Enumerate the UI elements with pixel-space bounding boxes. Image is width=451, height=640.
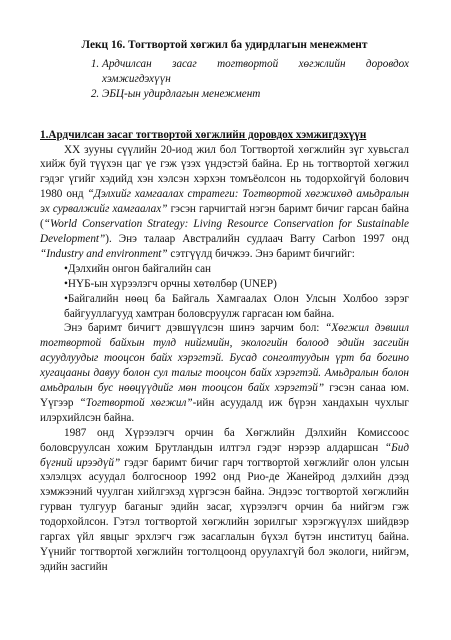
list-item: •Байгалийн нөөц ба Байгаль Хамгаалах Олон Улсын Холбоо зэрэг байгууллагууд хамтран боловсруулж гаргасан юм байна. [64,292,409,320]
list-item: •НҮБ-ын хүрээлэгч орчны хөтөлбөр (UNEP) [64,277,277,290]
paragraph-3: 1987 онд Хүрээлэгч орчин ба Хөгжлийн Дэлхийн Комиссоос боловсруулсан хожим Брутландын илтгэл гэдэг нэрээр алдаршсан “Бид бүгний ирээдүй” гэдэг баримт бичиг гарч тогтвортой хөгжлийг олон улсын хэлэлцэх асуудал болгосноор 1992 онд Рио-де Жанейрод дэлхийн дээд хэмжээний чуулган хийлгэхэд хүргэсэн байна. Эндээс тогтвортой хөгжлийн гурван тулгуур баганыг эдийн засаг, хүрээлэгч орчин ба нийгэм гэж тодорхойлсон. Гэтэл тогтвортой хөгжлийн зорилгыг хэрэгжүүлэх шийдвэр гаргах үйл явцыг эрхлэгч гэж засаглалын бүхэл бүтэн институц байна. Үүнийг тогтвортой хөгжлийн тогтолцоонд оруулахгүй бол экологи, нийгэм, эдийн засгийн [40,426,409,573]
lecture-title: Лекц 16. Тогтвортой хөгжил ба удирдлагын менежмент [81,39,368,51]
table-of-contents [40,57,409,102]
bullet-list [40,262,409,322]
list-item: •Дэлхийн онгон байгалийн сан [64,262,212,275]
section-heading: 1.Ардчилсан засаг тогтвортой хөгжлийн доровдох хэмжигдэхүүн [40,128,367,141]
toc-item: 1. Ардчилсан засаг тогтвортой хөгжлийн доровдох хэмжигдэхүүн [102,57,409,87]
paragraph-2: Энэ баримт бичигт дэвшүүлсэн шинэ зарчим бол: “Хөгжил дэвшил тогтвортой байхын тулд нийгмийн, экологийн болоод эдийн засгийн асуудлуудыг тооцсон байх хэрэгтэй. Бусад сонголтуудын үрт ба богино хугацааны давуу болон сул талыг тооцсон байх хэрэгтэй. Амьдралын болон амьдралын бус нөөцүүдийг мөн тооцсон байх хэрэгтэй” гэсэн санаа юм. Үүгээр “Тогтвортой хөгжил”-ийн асуудалд иж бүрэн хандахын чухлыг илэрхийлсэн байна. [40,322,409,424]
toc-item: 2. ЭБЦ-ын удирдлагын менежмент [102,87,409,102]
paragraph-1: XX зууны сүүлийн 20-иод жил бол Тогтвортой хөгжлийн зүг хувьсгал хийж буй түүхэн цаг үе гэж үзэх үндэстэй байна. Ер нь тогтвортой хөгжил гэдэг үгийг хэдийд хэн хэлсэн хэрхэн томъёолсон нь тодорхойгүй болович 1980 онд “Дэлхийг хамгаалах стратеги: Тогтвортой хөгжихөд амьдралын эх сурвалжийг хамгаалах” гэсэн гарчигтай нэгэн баримт бичиг гарсан байна (“World Conservation Strategy: Living Resource Conservation for Sustainable Development”). Энэ талаар Австралийн судлаач Barry Carbon 1997 онд “Industry and environment” сэтгүүлд бичжээ. Энэ баримт бичгийг: [40,143,409,260]
